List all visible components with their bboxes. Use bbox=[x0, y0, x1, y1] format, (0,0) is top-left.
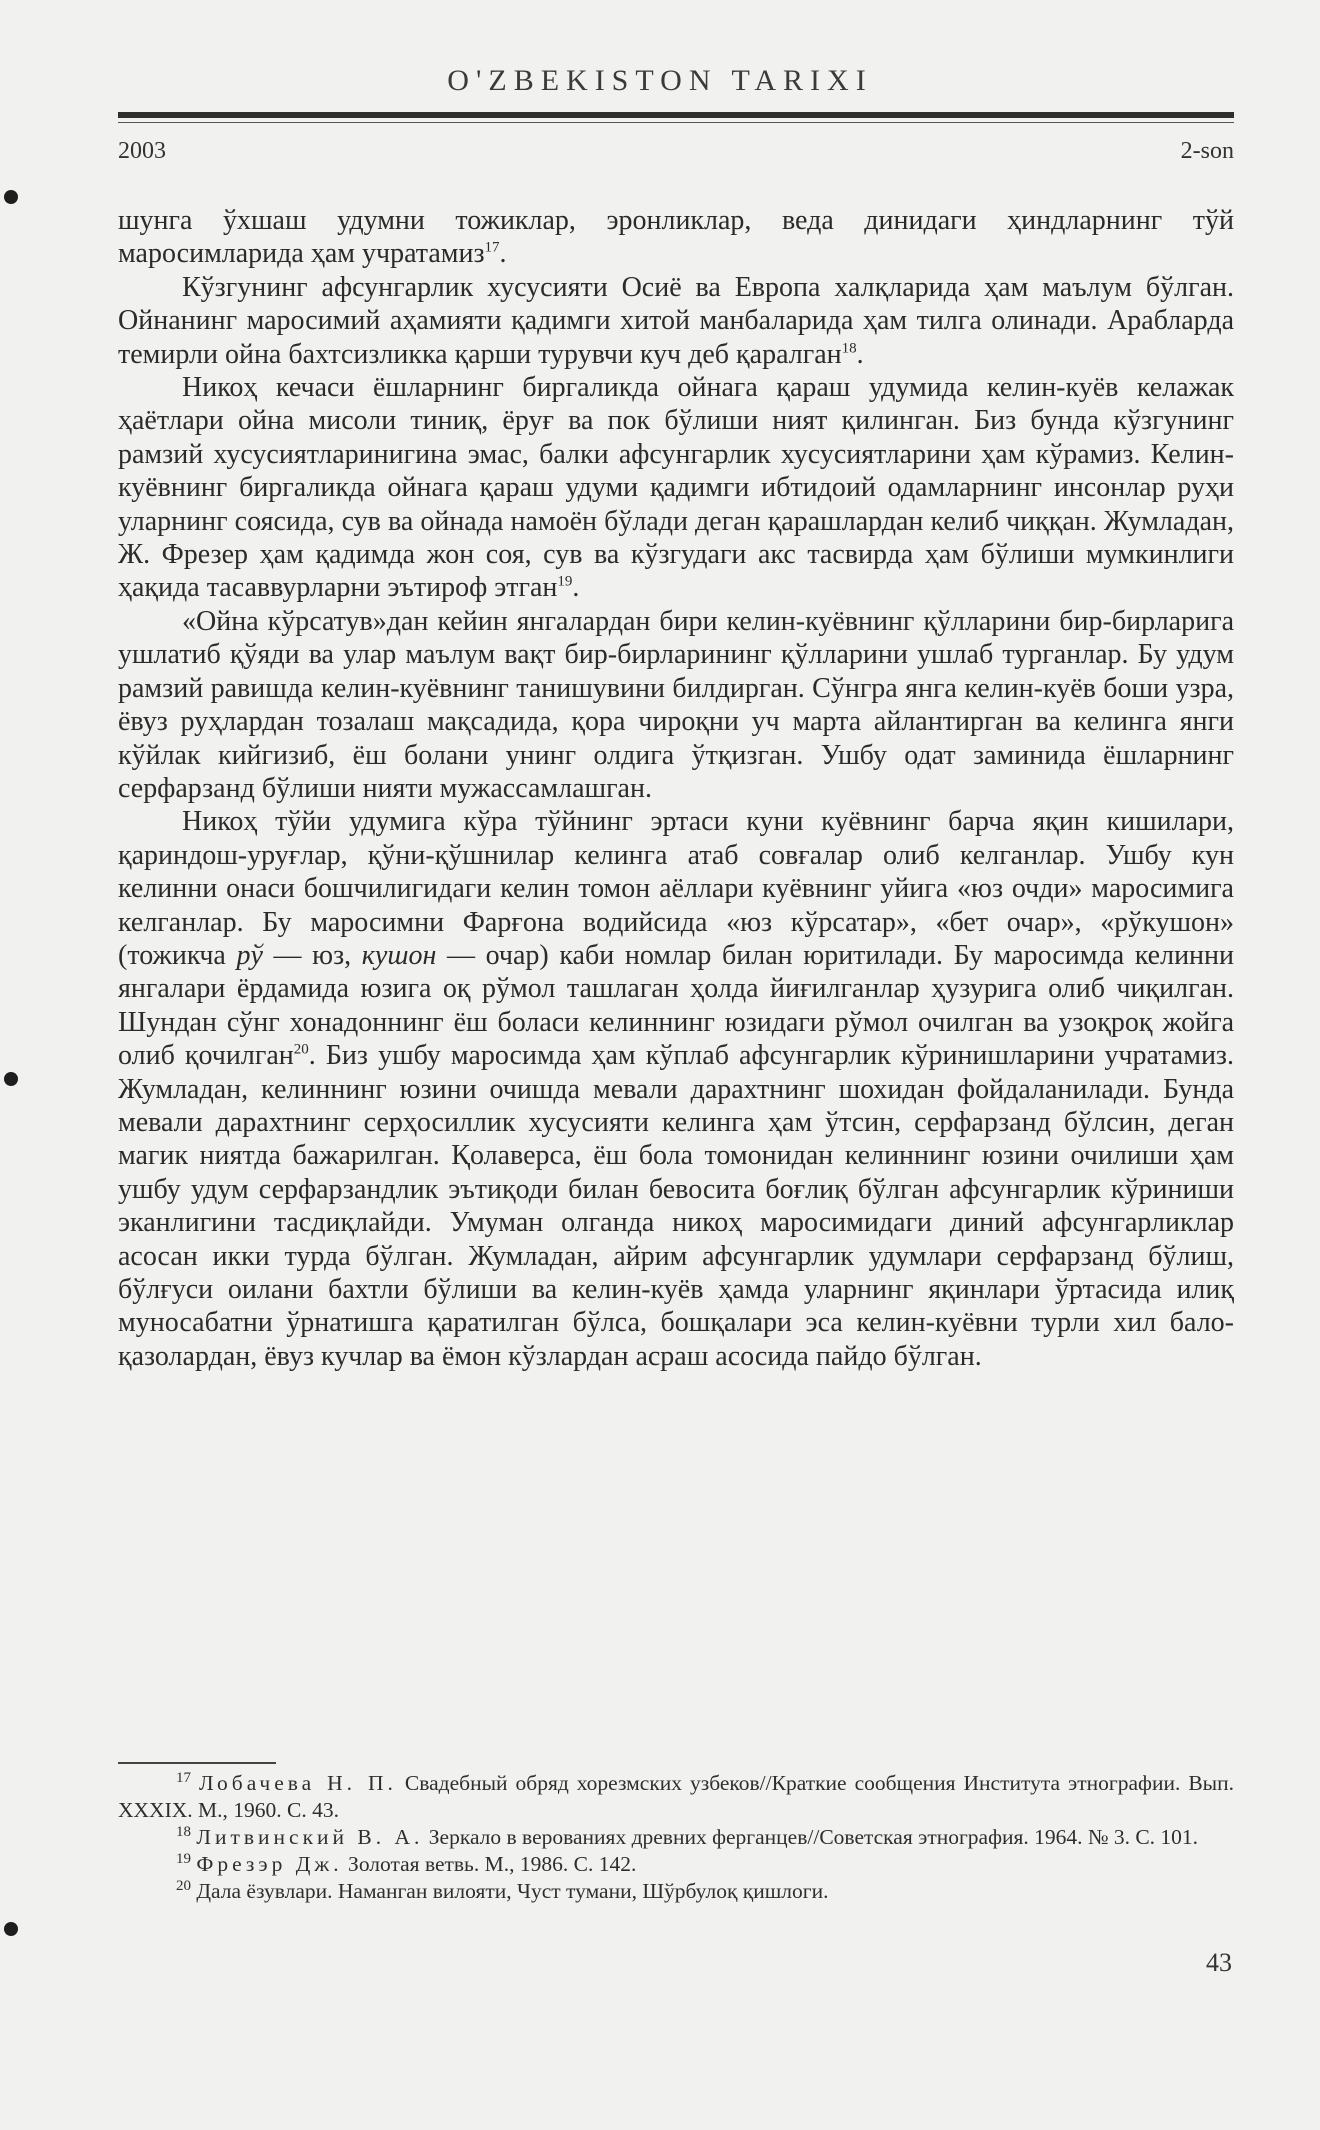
footnote-ref: 20 bbox=[293, 1041, 309, 1058]
header-rule-thin bbox=[118, 122, 1234, 123]
header-rule bbox=[118, 112, 1234, 118]
italic-term: кушон bbox=[361, 939, 437, 971]
paragraph-1: шунга ўхшаш удумни тожиклар, эронликлар, веда динидаги ҳиндларнинг тўй маросимларида ҳам учратамиз$^{17}$. bbox=[118, 205, 1234, 270]
footnote-ref: 19 bbox=[557, 574, 573, 591]
article-body bbox=[118, 204, 1234, 1373]
binding-hole bbox=[4, 1922, 18, 1936]
binding-hole bbox=[4, 1072, 18, 1086]
paragraph-2: Кўзгунинг афсунгарлик хусусияти Осиё ва Европа халқларида ҳам маълум бўлган. Ойнанинг маросимий аҳамияти қадимги хитой манбаларида ҳам тилга олинади. Арабларда темирли ойна бахтсизликка қарши турувчи куч деб қаралган$^{18}$. bbox=[118, 271, 1234, 370]
issue-number: 2-son bbox=[1180, 138, 1234, 164]
issue-year: 2003 bbox=[118, 138, 166, 164]
footnotes bbox=[118, 1770, 1234, 1905]
footnote: $^{18}$ Литвинский В. А. Зеркало в верованиях древних ферганцев//Советская этнография. 1964. № 3. С. 101. bbox=[176, 1823, 1199, 1849]
footnote: $^{20}$ Дала ёзувлари. Наманган вилояти, Чуст тумани, Шўрбулоқ қишлоги. bbox=[176, 1877, 829, 1903]
footnote-separator bbox=[118, 1762, 276, 1764]
page-number: 43 bbox=[1206, 1948, 1232, 1977]
paragraph-5: Никоҳ тўйи удумига кўра тўйнинг эртаси куни куёвнинг барча яқин кишилари, қариндош-уруғлар, қўни-қўшнилар келинга атаб совғалар олиб келганлар. Ушбу кун келинни онаси бошчилигидаги келин томон аёллари куёвнинг уйига «юз очди» маросимига келганлар. Бу маросимни Фарғона водийсида «юз кўрсатар», «бет очар», «рўкушон» (тожикча рў — юз, кушон — очар) каби номлар билан юритилади. Бу маросимда келинни янгалари ёрдамида юзига оқ рўмол ташлаган ҳолда йиғилганлар ҳузурига олиб чиқилган. Шундан сўнг хонадоннинг ёш боласи келиннинг юзидаги рўмол очилган ва узоқроқ жойга олиб қочилган$^{20}$. Биз ушбу маросимда ҳам кўплаб афсунгарлик кўринишларини учратамиз. Жумладан, келиннинг юзини очишда мевали дарахтнинг шохидан фойдаланилади. Бунда мевали дарахтнинг серҳосиллик хусусияти келинга ҳам ўтсин, серфарзанд бўлсин, деган магик ниятда бажарилган. Қолаверса, ёш бола томонидан келиннинг юзини очилиши ҳам ушбу удум серфарзандлик эътиқоди билан бевосита боғлиқ бўлган афсунгарлик кўриниши эканлигини тасдиқлайди. Умуман олганда никоҳ маросимидаги диний афсунгарликлар асосан икки турда бўлган. Жумладан, айрим афсунгарлик удумлари серфарзанд бўлиш, бўлғуси оилани бахтли бўлиши ва келин-куёв ҳамда уларнинг яқинлари ўртасида илиқ муносабатни ўрнатишга қаратилган бўлса, бошқалари эса келин-куёвни турли хил бало-қазолардан, ёвуз кучлар ва ёмон кўзлардан асраш асосида пайдо бўлган. bbox=[118, 806, 1235, 1372]
footnote-ref: 18 bbox=[841, 340, 857, 357]
paragraph-3: Никоҳ кечаси ёшларнинг биргаликда ойнага қараш удумида келин-куёв келажак ҳаётлари ойна мисоли тиниқ, ёруғ ва пок бўлиши ният қилинган. Биз бунда кўзгунинг рамзий хусусиятларинигина эмас, балки афсунгарлик хусусиятларини ҳам кўрамиз. Келин-куёвнинг биргаликда ойнага қараш удуми қадимги ибтидоий одамларнинг инсонлар руҳи уларнинг соясида, сув ва ойнада намоён бўлади деган қарашлардан келиб чиққан. Жумладан, Ж. Фрезер ҳам қадимда жон соя, сув ва кўзгудаги акс тасвирда ҳам бўлиши мумкинлиги ҳақида тасаввурларни эътироф этган$^{19}$. bbox=[118, 372, 1234, 604]
paragraph-4: «Ойна кўрсатув»дан кейин янгалардан бири келин-куёвнинг қўлларини бир-бирларига ушлатиб қўяди ва улар маълум вақт бир-бирларининг қўлларини ушлаб турганлар. Бу удум рамзий равишда келин-куёвнинг танишувини билдирган. Сўнгра янга келин-куёв боши узра, ёвуз руҳлардан тозалаш мақсадида, қора чироқни уч марта айлантирган ва келинга янги кўйлак кийгизиб, ёш болани унинг олдига ўтқизган. Ушбу одат заминида ёшларнинг серфарзанд бўлиши нияти мужассамлашган. bbox=[118, 605, 1234, 804]
journal-title: O'ZBEKISTON TARIXI bbox=[447, 64, 873, 97]
footnote: $^{17}$ Лобачева Н. П. Свадебный обряд хорезмских узбеков//Краткие сообщения Института этнографии. Вып. XXXIX. М., 1960. С. 43. bbox=[118, 1769, 1234, 1822]
footnote-ref: 17 bbox=[484, 240, 500, 257]
italic-term: рў bbox=[236, 939, 263, 971]
binding-hole bbox=[4, 190, 18, 204]
footnote: $^{19}$ Фрезэр Дж. Золотая ветвь. М., 1986. С. 142. bbox=[176, 1850, 637, 1876]
